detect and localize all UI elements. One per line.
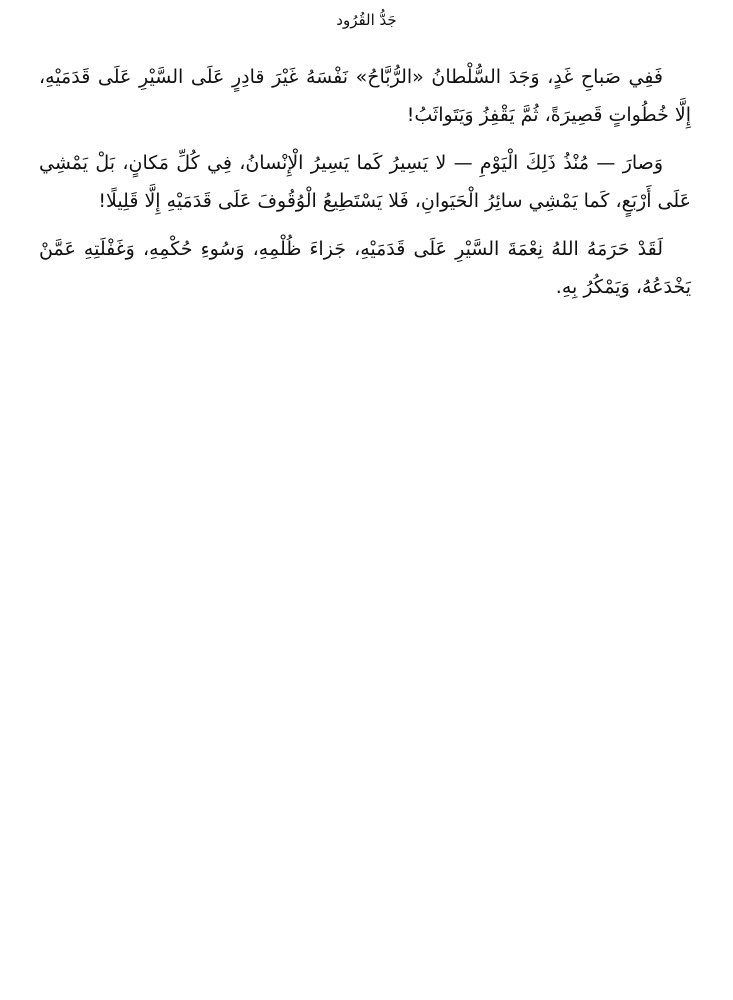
running-header-title: جَدُّ القُرُود [336,11,397,29]
paragraph-1: فَفِي صَباحِ غَدٍ، وَجَدَ السُّلْطانُ «الرُّبَّاحُ» نَفْسَهُ غَيْرَ قادِرٍ عَلَى السَّيْرِ عَلَى قَدَمَيْهِ، إِلَّا خُطُواتٍ قَصِيرَةً، ثُمَّ يَقْفِزُ وَيَتَواثَبُ! [39,66,691,126]
body-text [39,58,691,316]
paragraph-2: وَصارَ — مُنْذُ ذَلِكَ الْيَوْمِ — لا يَسِيرُ كَما يَسِيرُ الْإِنْسانُ، فِي كُلِّ مَكانٍ، بَلْ يَمْشِي عَلَى أَرْبَعٍ، كَما يَمْشِي سائِرُ الْحَيَوانِ، فَلا يَسْتَطِيعُ الْوُقُوفَ عَلَى قَدَمَيْهِ إِلَّا قَلِيلًا! [39,152,691,212]
paragraph-3: لَقَدْ حَرَمَهُ اللهُ نِعْمَةَ السَّيْرِ عَلَى قَدَمَيْهِ، جَزاءَ ظُلْمِهِ، وَسُوءِ حُكْمِهِ، وَغَفْلَتِهِ عَمَّنْ يَخْدَعُهُ، وَيَمْكُرُ بِهِ. [39,238,691,298]
